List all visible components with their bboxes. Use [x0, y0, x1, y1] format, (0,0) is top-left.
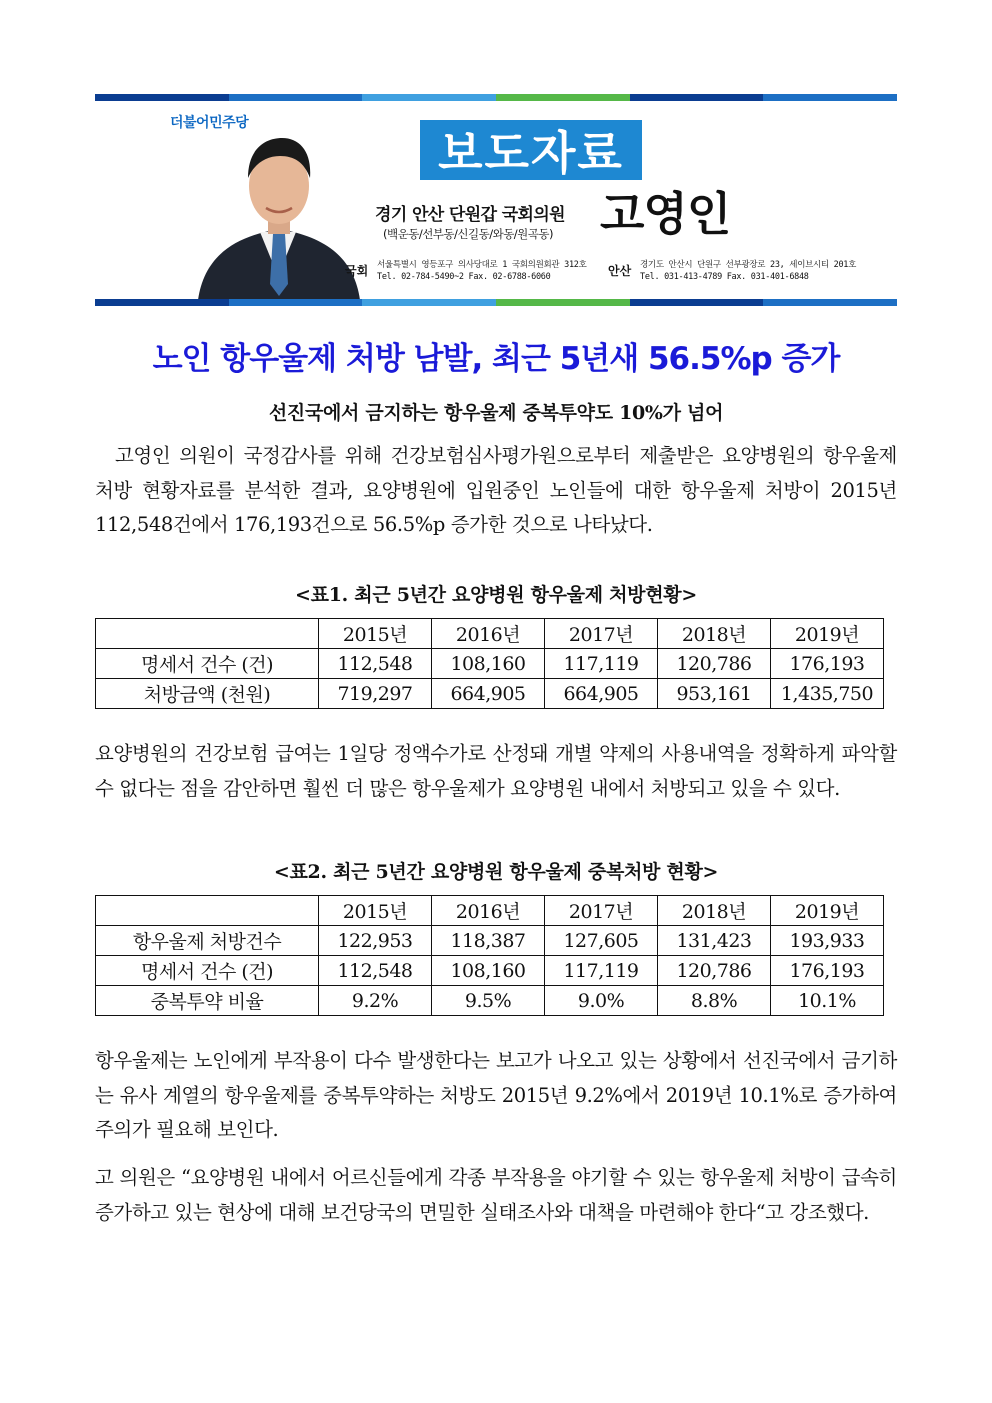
table-cell: 719,297: [319, 679, 432, 709]
ansan-phone-line: Tel. 031-413-4789 Fax. 031-401-6848: [640, 272, 809, 282]
headline: 노인 항우울제 처방 남발, 최근 5년새 56.5%p 증가: [152, 341, 840, 377]
stripe-segment: [95, 299, 229, 306]
table-header-row: [96, 896, 884, 926]
assembly-address: [377, 259, 587, 283]
header-top-stripe: [95, 94, 897, 101]
table-cell: 176,193: [771, 649, 884, 679]
assembly-address-line: 서울특별시 영등포구 의사당대로 1 국회의원회관 312호: [377, 260, 587, 270]
lawmaker-name: 고영인: [600, 187, 731, 241]
table-row-label: 명세서 건수 (건): [96, 649, 319, 679]
table-cell: 108,160: [432, 649, 545, 679]
assembly-phone-line: Tel. 02-784-5490~2 Fax. 02-6788-6060: [377, 272, 551, 282]
table-cell: 117,119: [545, 649, 658, 679]
table-row: [96, 926, 884, 956]
table-cell: 664,905: [432, 679, 545, 709]
party-logo-text: 더불어민주당: [170, 115, 249, 131]
stripe-segment: [362, 299, 496, 306]
table2: [95, 895, 884, 1016]
district-list: (백운동/선부동/신길동/와동/원곡동): [383, 227, 553, 241]
table-cell: 10.1%: [771, 986, 884, 1016]
table-cell: 120,786: [658, 649, 771, 679]
stripe-segment: [229, 94, 363, 101]
table-row-label: 명세서 건수 (건): [96, 956, 319, 986]
stripe-segment: [229, 299, 363, 306]
ansan-address-line: 경기도 안산시 단원구 선부광장로 23, 세이브시티 201호: [640, 260, 857, 270]
subheadline: 선진국에서 금지하는 항우울제 중복투약도 10%가 넘어: [268, 402, 724, 424]
table-header-cell: 2019년: [771, 896, 884, 926]
stripe-segment: [496, 94, 630, 101]
table-cell: 176,193: [771, 956, 884, 986]
stripe-segment: [630, 94, 764, 101]
table-row: [96, 649, 884, 679]
stripe-segment: [763, 94, 897, 101]
table-header-cell: 2018년: [658, 619, 771, 649]
table-cell: 112,548: [319, 649, 432, 679]
table-header-cell: [96, 619, 319, 649]
table-cell: 193,933: [771, 926, 884, 956]
paragraph-2: 요양병원의 건강보험 급여는 1일당 정액수가로 산정돼 개별 약제의 사용내역을 정확하게 파악할 수 없다는 점을 감안하면 훨씬 더 많은 항우울제가 요양병원 내에서 처방되고 있을 수 있다.: [95, 742, 897, 800]
stripe-segment: [95, 94, 229, 101]
paragraph-3: 항우울제는 노인에게 부작용이 다수 발생한다는 보고가 나오고 있는 상황에서 선진국에서 금기하는 유사 계열의 항우울제를 중복투약하는 처방도 2015년 9.2%에서 2019년 10.1%로 증가하여 주의가 필요해 보인다.: [95, 1049, 897, 1141]
stripe-segment: [630, 299, 764, 306]
table-cell: 122,953: [319, 926, 432, 956]
table-header-cell: 2015년: [319, 619, 432, 649]
stripe-segment: [763, 299, 897, 306]
paragraph-1: 고영인 의원이 국정감사를 위해 건강보험심사평가원으로부터 제출받은 요양병원의 항우울제 처방 현황자료를 분석한 결과, 요양병원에 입원중인 노인들에 대한 항우울제 처방이 2015년 112,548건에서 176,193건으로 56.5%p 증가한 것으로 나타났다.: [95, 444, 897, 536]
table-cell: 118,387: [432, 926, 545, 956]
table-cell: 117,119: [545, 956, 658, 986]
table-header-cell: 2018년: [658, 896, 771, 926]
table-row-label: 중복투약 비율: [96, 986, 319, 1016]
table-cell: 664,905: [545, 679, 658, 709]
table-row: [96, 986, 884, 1016]
table-cell: 108,160: [432, 956, 545, 986]
table-cell: 9.2%: [319, 986, 432, 1016]
stripe-segment: [496, 299, 630, 306]
ansan-address: [640, 259, 856, 283]
table-header-cell: 2016년: [432, 896, 545, 926]
table-header-cell: 2016년: [432, 619, 545, 649]
table-cell: 9.5%: [432, 986, 545, 1016]
table-cell: 1,435,750: [771, 679, 884, 709]
table-cell: 112,548: [319, 956, 432, 986]
table1-caption: <표1. 최근 5년간 요양병원 항우울제 처방현황>: [295, 584, 697, 606]
table1: [95, 618, 884, 709]
table2-caption: <표2. 최근 5년간 요양병원 항우울제 중복처방 현황>: [273, 861, 719, 883]
table-cell: 120,786: [658, 956, 771, 986]
paragraph-4: 고 의원은 “요양병원 내에서 어르신들에게 각종 부작용을 야기할 수 있는 항우울제 처방이 급속히 증가하고 있는 현상에 대해 보건당국의 면밀한 실태조사와 대책을 마련해야 한다“고 강조했다.: [95, 1166, 897, 1224]
table-header-cell: 2015년: [319, 896, 432, 926]
ansan-label: 안산: [608, 264, 632, 278]
assembly-label: 국회: [345, 264, 369, 278]
table-header-cell: 2017년: [545, 896, 658, 926]
lawmaker-photo: [190, 126, 365, 300]
table-cell: 8.8%: [658, 986, 771, 1016]
table-header-cell: 2017년: [545, 619, 658, 649]
lawmaker-role: 경기 안산 단원갑 국회의원: [375, 205, 565, 225]
table-header-cell: 2019년: [771, 619, 884, 649]
table-cell: 953,161: [658, 679, 771, 709]
table-header-cell: [96, 896, 319, 926]
table-row: [96, 679, 884, 709]
table-row-label: 항우울제 처방건수: [96, 926, 319, 956]
table-row: [96, 956, 884, 986]
table-cell: 9.0%: [545, 986, 658, 1016]
table-cell: 127,605: [545, 926, 658, 956]
table-cell: 131,423: [658, 926, 771, 956]
stripe-segment: [362, 94, 496, 101]
table-row-label: 처방금액 (천원): [96, 679, 319, 709]
press-release-badge: 보도자료: [420, 120, 642, 180]
header-bottom-stripe: [95, 299, 897, 306]
table-header-row: [96, 619, 884, 649]
